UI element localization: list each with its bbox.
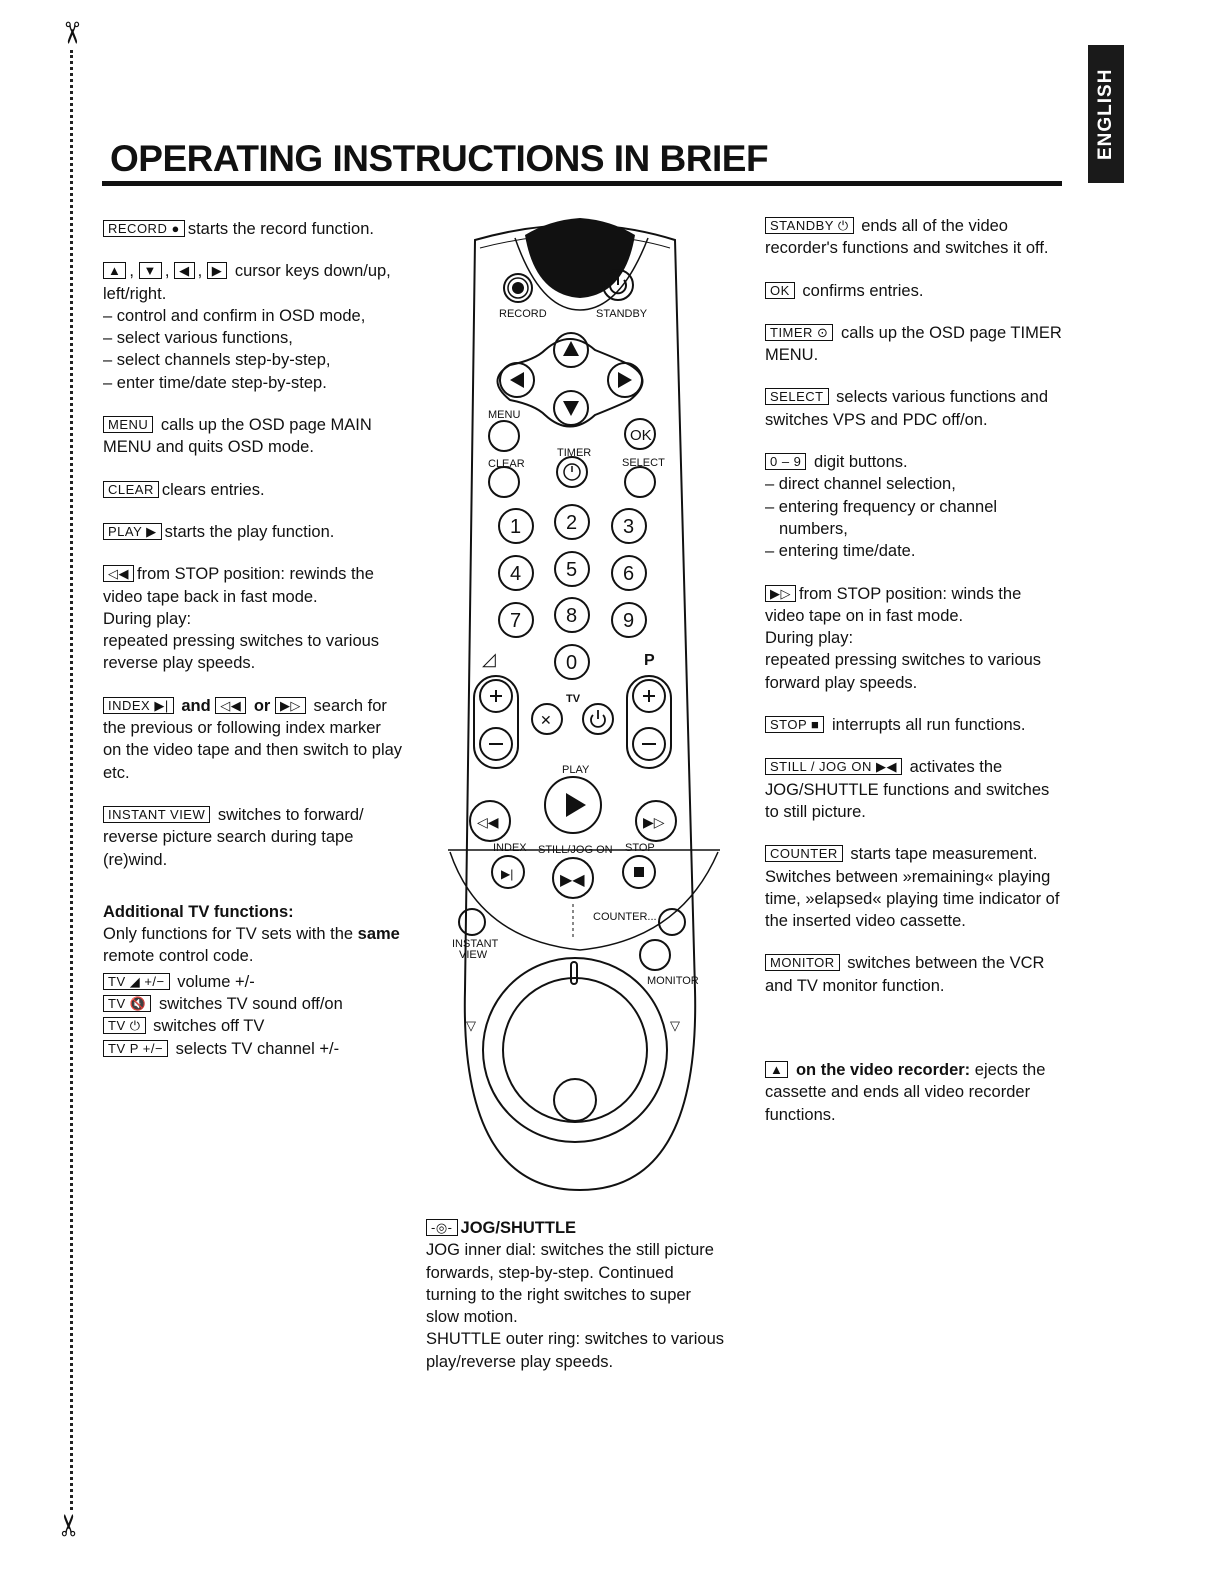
mute-icon: ✕ bbox=[540, 712, 552, 728]
instant-view-key: INSTANT VIEW bbox=[103, 806, 210, 823]
still-jog-label: STILL/JOG ON bbox=[538, 844, 613, 856]
wind-entry: ▶▷ from STOP position: winds the video tape on in fast mode. During play: repeated pressing switches to various forward play speeds. bbox=[765, 584, 1042, 692]
scissors-icon: ✂ bbox=[53, 20, 89, 46]
select-label: SELECT bbox=[622, 457, 665, 469]
standby-label: STANDBY bbox=[596, 308, 648, 320]
play-label: PLAY bbox=[562, 764, 590, 776]
jog-shuttle-heading: JOG/SHUTTLE bbox=[460, 1219, 577, 1237]
tv-functions: Additional TV functions: Only functions for TV sets with the same remote control code. TV ◢ +/− volume +/- TV 🔇 switches TV sound off/on TV ⏻ switches off TV TV P +/− selects TV channel +/- bbox=[103, 901, 403, 1060]
clear-button bbox=[489, 467, 519, 497]
clear-entry bbox=[103, 479, 403, 501]
clear-text: clears entries. bbox=[161, 480, 265, 499]
wind-key: ▶▷ bbox=[765, 585, 796, 602]
timer-entry: TIMER ⊙ calls up the OSD page TIMER MENU. bbox=[765, 323, 1062, 365]
monitor-label: MONITOR bbox=[647, 975, 699, 987]
timer-button bbox=[557, 457, 587, 487]
rewind-key: ◁◀ bbox=[215, 697, 246, 714]
volume-icon: ◿ bbox=[482, 649, 496, 669]
jog-text: JOG inner dial: switches the still picture forwards, step-by-step. Continued turning to the right switches to super slow motion. bbox=[426, 1241, 714, 1327]
index-entry: INDEX ▶| and ◁◀ or ▶▷ search for the previous or following index marker on the video tape and then switch to play etc. bbox=[103, 696, 403, 782]
menu-label: MENU bbox=[488, 409, 521, 421]
timer-key: TIMER ⊙ bbox=[765, 324, 833, 341]
monitor-entry: MONITOR switches between the VCR and TV monitor function. bbox=[765, 954, 1045, 995]
wind-key: ▶▷ bbox=[275, 697, 306, 714]
digit-9: 9 bbox=[623, 610, 635, 632]
digit-0: 0 bbox=[566, 652, 578, 674]
menu-button bbox=[489, 421, 519, 451]
program-label: P bbox=[644, 652, 655, 669]
menu-key: MENU bbox=[103, 416, 153, 433]
instant-view-text: switches to forward/ reverse picture search during tape (re)wind. bbox=[103, 805, 364, 869]
instant-view-label: INSTANT bbox=[452, 938, 499, 950]
jog-shuttle-key: -◎- bbox=[426, 1219, 458, 1236]
play-icon bbox=[566, 793, 586, 817]
page-title: OPERATING INSTRUCTIONS IN BRIEF bbox=[110, 138, 769, 179]
digit-2: 2 bbox=[566, 512, 578, 534]
cursor-text: cursor keys down/up, left/right. bbox=[103, 262, 391, 303]
ok-entry: OK confirms entries. bbox=[765, 280, 1065, 302]
rewind-extra: During play: bbox=[103, 609, 192, 628]
shuttle-text: SHUTTLE outer ring: switches to various play/reverse play speeds. bbox=[426, 1330, 725, 1371]
select-key: SELECT bbox=[765, 388, 829, 405]
channel-rocker bbox=[627, 676, 671, 768]
clear-label: CLEAR bbox=[488, 458, 525, 470]
digit-7: 7 bbox=[510, 610, 522, 632]
still-jog-key: STILL / JOG ON ▶◀ bbox=[765, 758, 902, 775]
rewind-text: from STOP position: rewinds the video tape back in fast mode. bbox=[103, 565, 374, 606]
down-arrow-icon bbox=[563, 401, 579, 416]
cursor-list bbox=[103, 305, 403, 394]
left-key: ◀ bbox=[174, 262, 195, 279]
up-arrow-icon bbox=[563, 341, 579, 356]
tv-channel-key: TV P +/− bbox=[103, 1040, 168, 1057]
counter-entry: COUNTER starts tape measurement. Switches between »remaining« playing time, »elapsed« playing time indicator of the inserted video cassette. bbox=[765, 845, 1060, 931]
list-item: – control and confirm in OSD mode, bbox=[103, 306, 366, 325]
index-text: search for the previous or following index marker on the video tape and then switch to play etc. bbox=[103, 696, 403, 782]
left-arrow-icon bbox=[510, 372, 524, 388]
forward-icon: ▶▷ bbox=[643, 814, 665, 830]
tv-mute-key: TV 🔇 bbox=[103, 995, 151, 1012]
ok-key: OK bbox=[765, 282, 795, 299]
select-button bbox=[625, 467, 655, 497]
rewind-key: ◁◀ bbox=[103, 565, 134, 582]
list-item: – entering time/date. bbox=[765, 542, 916, 561]
record-text: starts the record function. bbox=[187, 220, 374, 238]
digit-5: 5 bbox=[566, 559, 578, 581]
index-key: INDEX ▶| bbox=[103, 697, 174, 714]
stop-label: STOP bbox=[625, 842, 655, 854]
menu-text: calls up the OSD page MAIN MENU and quits OSD mode. bbox=[103, 416, 372, 457]
right-key: ▶ bbox=[207, 262, 228, 279]
play-text: starts the play function. bbox=[164, 522, 335, 541]
jog-shuttle-description bbox=[426, 1217, 726, 1373]
clear-key: CLEAR bbox=[103, 481, 159, 498]
monitor-key: MONITOR bbox=[765, 954, 840, 971]
language-tab: ENGLISH bbox=[1088, 45, 1124, 183]
cursor-entry: ▲ , ▼ , ◀ , ▶ cursor keys down/up, left/right. – control and confirm in OSD mode, – select various functions, – select channels step-by-step, – enter time/date step-by-step. bbox=[103, 260, 403, 394]
tv-volume-key: TV ◢ +/− bbox=[103, 973, 170, 990]
digits-key: 0 – 9 bbox=[765, 453, 806, 470]
standby-entry: STANDBY ⏻ ends all of the video recorder's functions and switches it off. bbox=[765, 217, 1049, 258]
index-icon: ▶| bbox=[501, 867, 514, 881]
shuttle-left-icon: ▽ bbox=[466, 1018, 476, 1033]
list-item: – select various functions, bbox=[103, 329, 293, 348]
instant-view-button bbox=[459, 909, 485, 935]
record-entry bbox=[103, 218, 403, 240]
tv-power-button bbox=[583, 704, 613, 734]
eject-key: ▲ bbox=[765, 1061, 788, 1078]
up-key: ▲ bbox=[103, 262, 126, 279]
still-jog-entry: STILL / JOG ON ▶◀ activates the JOG/SHUTTLE functions and switches to still picture. bbox=[765, 758, 1050, 821]
right-column bbox=[765, 215, 1065, 1146]
jog-shuttle-dial bbox=[483, 958, 667, 1142]
instant-view-entry bbox=[103, 804, 403, 871]
play-key: PLAY ▶ bbox=[103, 523, 162, 540]
stop-entry: STOP ■ interrupts all run functions. bbox=[765, 714, 1065, 736]
rewind-extra: repeated pressing switches to various reverse play speeds. bbox=[103, 632, 380, 673]
title-rule bbox=[102, 181, 1062, 186]
rewind-icon: ◁◀ bbox=[477, 814, 499, 830]
list-item: – entering frequency or channel numbers, bbox=[765, 497, 998, 538]
instant-view-label-b: VIEW bbox=[459, 949, 488, 961]
digit-8: 8 bbox=[566, 605, 578, 627]
left-column bbox=[103, 218, 403, 1080]
record-label: RECORD bbox=[499, 308, 547, 320]
stop-key: STOP ■ bbox=[765, 716, 824, 733]
still-jog-icon: ▶◀ bbox=[560, 872, 585, 889]
counter-key: COUNTER bbox=[765, 845, 843, 862]
ok-label: OK bbox=[630, 427, 652, 444]
digit-6: 6 bbox=[623, 563, 635, 585]
menu-entry bbox=[103, 414, 403, 459]
record-key: RECORD ● bbox=[103, 220, 185, 237]
volume-rocker bbox=[474, 676, 518, 768]
digit-4: 4 bbox=[510, 563, 522, 585]
scissors-icon-bottom: ✂ bbox=[52, 1512, 88, 1538]
plus-icon bbox=[643, 690, 655, 702]
index-label: INDEX bbox=[493, 842, 527, 854]
standby-key: STANDBY ⏻ bbox=[765, 217, 854, 234]
tv-functions-heading: Additional TV functions: bbox=[103, 902, 294, 921]
timer-label: TIMER bbox=[557, 447, 592, 459]
list-item: – direct channel selection, bbox=[765, 475, 956, 494]
select-entry: SELECT selects various functions and switches VPS and PDC off/on. bbox=[765, 388, 1049, 429]
remote-control-illustration bbox=[430, 210, 730, 1210]
plus-icon bbox=[490, 690, 502, 702]
eject-entry: ▲ on the video recorder: ejects the cassette and ends all video recorder functions. bbox=[765, 1061, 1046, 1124]
digit-1: 1 bbox=[510, 516, 522, 538]
tv-label: TV bbox=[566, 693, 581, 705]
monitor-button bbox=[640, 940, 670, 970]
cut-line bbox=[70, 50, 73, 1510]
digit-3: 3 bbox=[623, 516, 635, 538]
rewind-entry bbox=[103, 563, 403, 674]
counter-label: COUNTER... bbox=[593, 911, 657, 923]
digits-entry: 0 – 9 digit buttons. – direct channel selection, – entering frequency or channel numbers, – entering time/date. bbox=[765, 451, 1065, 562]
stop-icon bbox=[634, 867, 644, 877]
tv-power-key: TV ⏻ bbox=[103, 1017, 146, 1034]
list-item: – select channels step-by-step, bbox=[103, 351, 331, 370]
down-key: ▼ bbox=[139, 262, 162, 279]
right-arrow-icon bbox=[618, 372, 632, 388]
record-button bbox=[504, 274, 532, 302]
list-item: – enter time/date step-by-step. bbox=[103, 373, 327, 392]
play-entry bbox=[103, 521, 403, 543]
shuttle-right-icon: ▽ bbox=[670, 1018, 680, 1033]
